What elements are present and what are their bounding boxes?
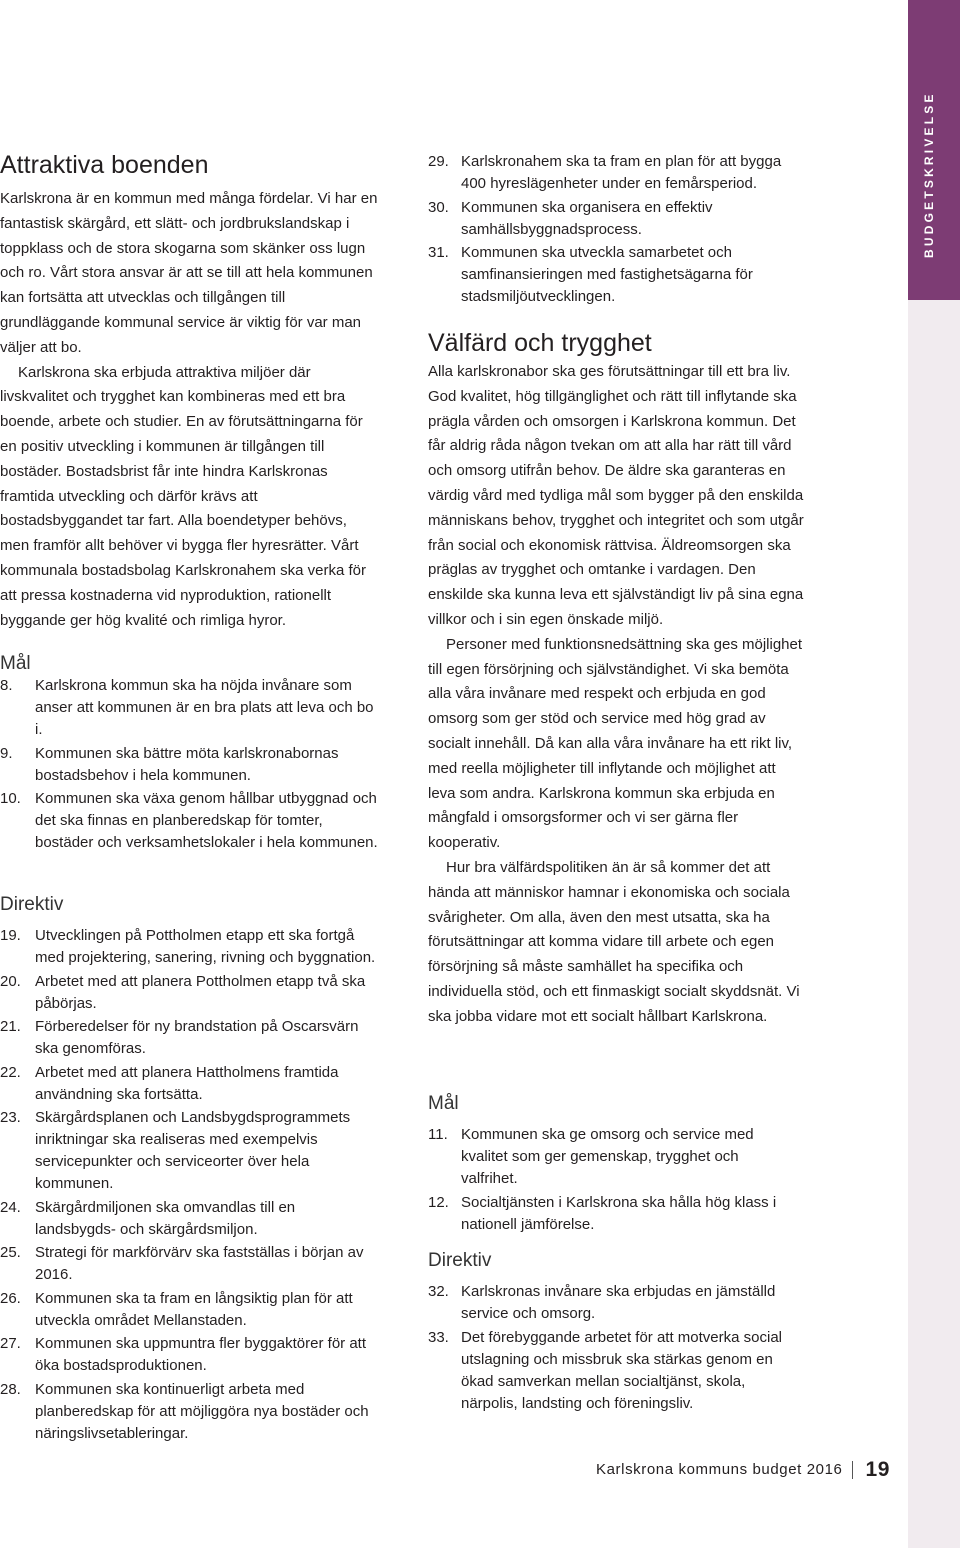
list-item (428, 197, 798, 241)
welfare-paragraph: Alla karlskronabor ska ges förutsättningar till ett bra liv. God kvalitet, hög tillgänglighet och rätt till inflytande ska prägla vården och omsorgen i Karlskrona kommun. Det får aldrig råda någon tvekan om att alla har rätt till vård och omsorg utifrån behov. De äldre ska garanteras en värdig vård med tydliga mål som bygger på den enskilda människans behov, trygghet och integritet och som utgår från social och ekonomisk rättvisa. Äldreomsorgen ska präglas av trygghet och omtanke i vardagen. Den enskilde ska kunna leva ett självständigt liv på sina egna villkor och i sin egen önskade miljö. (428, 363, 804, 628)
list-item-number: 24. (0, 1198, 21, 1216)
list-item-number: 31. (428, 244, 449, 261)
list-item (0, 1016, 380, 1060)
directives-list (0, 925, 380, 1446)
list-item (428, 1281, 798, 1325)
list-item (428, 1192, 798, 1236)
list-item-text: Karlskrona kommun ska ha nöjda invånare som anser att kommunen är en bra plats att leva och bo i. (35, 677, 374, 738)
list-item-number: 32. (428, 1283, 449, 1300)
goals-heading: Mål (0, 653, 31, 674)
page-footer (596, 1458, 890, 1482)
list-item-text: Karlskronahem ska ta fram en plan för att bygga 400 hyreslägenheter under en femårsperiod. (461, 153, 782, 192)
list-item (0, 1107, 380, 1195)
directives-list (428, 1281, 798, 1416)
list-item-number: 8. (0, 677, 13, 694)
list-item-text: Kommunen ska uppmuntra fler byggaktörer för att öka bostadsproduktionen. (35, 1335, 366, 1374)
directives-heading: Direktiv (0, 894, 64, 915)
footer-title: Karlskrona kommuns budget 2016 (596, 1460, 843, 1478)
intro-text (0, 187, 380, 633)
list-item (0, 675, 380, 741)
list-item (0, 788, 380, 854)
directives-heading: Direktiv (428, 1250, 492, 1271)
list-item-number: 20. (0, 972, 21, 990)
list-item-text: Kommunen ska ta fram en långsiktig plan för att utveckla området Mellanstaden. (35, 1289, 353, 1329)
list-item-text: Kommunen ska ge omsorg och service med kvalitet som ger gemenskap, trygghet och valfrihet. (461, 1126, 754, 1187)
welfare-text (428, 360, 804, 1030)
list-item (0, 1288, 380, 1332)
welfare-paragraph: Personer med funktionsnedsättning ska ges möjlighet till egen försörjning och självständighet. Vi ska bemöta alla våra invånare med respekt och erbjuda en god omsorg som ger stöd och service med hög grad av socialt innehåll. Då kan alla våra invånare ha ett rikt liv, med reella möjligheter till inflytande och möjlighet att leva som andra. Karlskrona kommun ska erbjuda en mångfald i omsorgsformer och vi ser gärna fler kooperativ. (428, 635, 803, 852)
list-item (428, 1124, 798, 1190)
list-item (0, 1379, 380, 1445)
welfare-paragraph: Hur bra välfärdspolitiken än är så kommer det att hända att människor hamnar i ekonomiska och sociala svårigheter. Om alla, även den mest utsatta, ska ha förutsättningar att komma vidare till arbete och egen försörjning så måste samhället ha specifika och individuella stöd, och ett finmaskigt socialt skyddsnät. Vi ska jobba vidare mot ett socialt hållbart Karlskrona. (428, 858, 800, 1025)
goals-list (0, 675, 380, 856)
list-item-text: Arbetet med att planera Pottholmen etapp två ska påbörjas. (35, 972, 366, 1012)
intro-paragraph: Karlskrona är en kommun med många fördelar. Vi har en fantastisk skärgård, ett slätt- och jordbrukslandskap i toppklass och de stora skogarna som skänker oss lugn och ro. Vårt stora ansvar är att se till att hela kommunen kan fortsätta att utvecklas och tillgången till grundläggande kommunal service är viktig för var man väljer att bo. (0, 190, 378, 356)
goals-list (428, 1124, 798, 1237)
list-item-number: 19. (0, 927, 21, 944)
list-item (0, 925, 380, 969)
list-item-number: 12. (428, 1193, 449, 1211)
list-item-number: 29. (428, 153, 449, 170)
list-item (0, 743, 380, 787)
list-item-number: 10. (0, 790, 21, 807)
list-item (0, 1333, 380, 1377)
list-item-text: Kommunen ska organisera en effektiv samhällsbyggnadsprocess. (461, 198, 713, 238)
page-number: 19 (865, 1458, 891, 1481)
list-item (428, 151, 798, 195)
list-item (0, 1242, 380, 1286)
list-item-number: 21. (0, 1018, 21, 1035)
list-item-text: Utvecklingen på Pottholmen etapp ett ska fortgå med projektering, sanering, rivning och byggnation. (35, 927, 376, 966)
section-label (922, 234, 936, 258)
list-item-number: 9. (0, 744, 13, 762)
list-item-number: 23. (0, 1109, 21, 1126)
list-item (428, 242, 798, 308)
list-item-number: 25. (0, 1244, 21, 1261)
list-item-text: Socialtjänsten i Karlskrona ska hålla hög klass i nationell jämförelse. (461, 1193, 777, 1233)
list-item (0, 1197, 380, 1241)
list-item-text: Kommunen ska bättre möta karlskronabornas bostadsbehov i hela kommunen. (35, 744, 339, 784)
list-item (0, 1062, 380, 1106)
list-item-text: Kommunen ska utveckla samarbetet och samfinansieringen med fastighetsägarna för stadsmiljöutvecklingen. (461, 244, 753, 305)
list-item-text: Det förebyggande arbetet för att motverka social utslagning och missbruk ska stärkas genom en ökad samverkan mellan socialtjänst, skola, närpolis, landsting och föreningsliv. (461, 1328, 783, 1412)
list-item (0, 971, 380, 1015)
list-item-number: 26. (0, 1289, 21, 1307)
list-item-number: 27. (0, 1335, 21, 1352)
list-item-number: 11. (428, 1126, 448, 1143)
list-item-text: Strategi för markförvärv ska fastställas i början av 2016. (35, 1244, 364, 1283)
section-heading-welfare: Välfärd och trygghet (428, 329, 652, 357)
list-item-text: Karlskronas invånare ska erbjudas en jämställd service och omsorg. (461, 1283, 776, 1322)
list-item-text: Skärgårdsplanen och Landsbygdsprogrammets inriktningar ska realiseras med exempelvis servicepunkter och serviceorter över hela kommunen. (35, 1109, 351, 1192)
section-heading: Attraktiva boenden (0, 151, 209, 179)
goals-heading: Mål (428, 1093, 459, 1114)
list-item (428, 1327, 798, 1415)
side-tab (908, 0, 960, 1548)
footer-divider (852, 1461, 853, 1479)
list-item-number: 33. (428, 1328, 449, 1346)
list-item-number: 28. (0, 1380, 21, 1398)
list-item-text: Kommunen ska växa genom hållbar utbyggnad och det ska finnas en planberedskap för tomter, bostäder och verksamhetslokaler i hela kommunen. (35, 790, 378, 851)
body-paragraph: Karlskrona ska erbjuda attraktiva miljöer där livskvalitet och trygghet kan kombineras med ett bra boende, arbete och studier. En av förutsättningarna för en positiv utveckling i kommunen är tillgången till bostäder. Bostadsbrist får inte hindra Karlskronas framtida utveckling och därför krävs att bostadsbyggandet tar fart. Alla boendetyper behövs, men framför allt behöver vi bygga fler hyresrätter. Vårt kommunala bostadsbolag Karlskronahem ska verka för att pressa kostnaderna vid nyproduktion, rationellt byggande ger hög kvalité och rimliga hyror. (0, 363, 367, 629)
list-item-number: 30. (428, 198, 449, 216)
directives-list-continued (428, 151, 798, 310)
list-item-text: Skärgårdmiljonen ska omvandlas till en landsbygds- och skärgårdsmiljon. (35, 1198, 296, 1238)
list-item-text: Arbetet med att planera Hattholmens framtida användning ska fortsätta. (35, 1063, 339, 1103)
list-item-text: Förberedelser för ny brandstation på Oscarsvärn ska genomföras. (35, 1018, 359, 1057)
list-item-text: Kommunen ska kontinuerligt arbeta med planberedskap för att möjliggöra nya bostäder och näringslivsetableringar. (35, 1380, 369, 1442)
list-item-number: 22. (0, 1063, 21, 1081)
